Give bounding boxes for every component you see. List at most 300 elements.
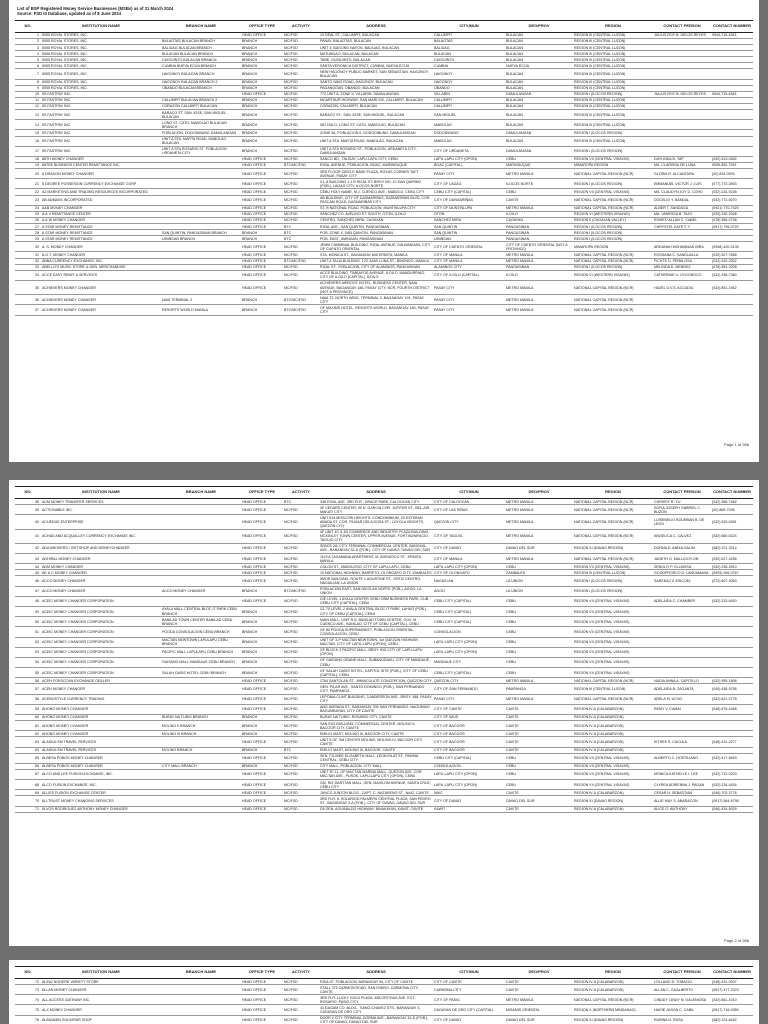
col-branch-name: MOLINO BRANCH bbox=[161, 747, 241, 753]
col-activity: MC/FXD bbox=[283, 647, 319, 657]
col-region: REGION III (CENTRAL LUZON) bbox=[573, 120, 653, 130]
col-deo-prov: CEBU bbox=[505, 156, 573, 162]
col-no: 7 bbox=[15, 69, 41, 79]
col-activity: MC/FXD bbox=[283, 270, 319, 280]
col-contact-person: ADELAIDA B. ZAGANTA bbox=[653, 684, 711, 694]
col-contact-number: (045) 436-9756 bbox=[711, 684, 753, 694]
col-contact-number bbox=[711, 668, 753, 678]
col-address: GF 80 POODA SUPERMARKET, POBLACION ORIENTAL, CONSOLACION, CEBU bbox=[319, 627, 433, 637]
col-activity: BTC/MC/FXD bbox=[283, 295, 319, 305]
col-region: REGION IV-A (CALABARZON) bbox=[573, 721, 653, 731]
col-branch-name bbox=[161, 737, 241, 747]
col-office-type: HEAD OFFICE bbox=[241, 169, 283, 179]
col-city-mun: CONSOLACION bbox=[433, 763, 505, 769]
col-region: REGION IV-A (CALABARZON) bbox=[573, 714, 653, 720]
col-deo-prov: CAVITE bbox=[505, 747, 573, 753]
col-contact-person: CESAR N. SEBASTIAN bbox=[653, 790, 711, 796]
col-activity: MC/FXD bbox=[283, 169, 319, 179]
col-office-type: BRANCH bbox=[241, 45, 283, 51]
col-city-mun: BALAGTAS bbox=[433, 38, 505, 44]
col-no: 48 bbox=[15, 596, 41, 606]
col-city-mun: SAN QUINTIN bbox=[433, 230, 505, 236]
col-branch-name: POBLACION, DODODIBUNG DAMULANGAN bbox=[161, 130, 241, 136]
table-row bbox=[15, 985, 753, 995]
col-activity: MC/FXD bbox=[283, 156, 319, 162]
column-header-office-type: OFFICE TYPE bbox=[241, 967, 283, 979]
col-institution-name: ACHIEVERS MONEY CHANGER bbox=[41, 280, 161, 294]
col-region: NATIONAL CAPITAL REGION (NCR) bbox=[573, 995, 653, 1005]
col-contact-person: FICHTE D. PEÑALOSA bbox=[653, 258, 711, 264]
table-row bbox=[15, 179, 753, 189]
col-deo-prov: METRO MANILA bbox=[505, 252, 573, 258]
col-city-mun: ALAMINOS CITY bbox=[433, 264, 505, 270]
col-institution-name: ABBA CURRENCY EXCHANGE, INC. bbox=[41, 258, 161, 264]
col-contact-number bbox=[711, 721, 753, 731]
col-deo-prov: METRO MANILA bbox=[505, 505, 573, 515]
col-activity: BTC bbox=[283, 224, 319, 230]
col-institution-name: 5S FASTPAY INC. bbox=[41, 136, 161, 146]
col-contact-number bbox=[711, 305, 753, 315]
table-row bbox=[15, 606, 753, 616]
column-header-address: ADDRESS bbox=[319, 20, 433, 32]
col-region: REGION VII (CENTRAL VISAYAS) bbox=[573, 617, 653, 627]
col-institution-name: 5055 ROYAL STORES, INC. bbox=[41, 79, 161, 85]
col-activity: MC/FXD bbox=[283, 763, 319, 769]
col-region: REGION II (CAGAYAN VALLEY) bbox=[573, 217, 653, 223]
col-contact-person: ROMEO ALLAN C. CABEL bbox=[653, 217, 711, 223]
col-city-mun: OBANDO bbox=[433, 85, 505, 91]
col-office-type: HEAD OFFICE bbox=[241, 224, 283, 230]
col-institution-name: A. S. MONEY CHANGER bbox=[41, 242, 161, 252]
col-region: REGION IV-A (CALABARZON) bbox=[573, 737, 653, 747]
col-address: CITY MALL, POBLACION, CITY MALL bbox=[319, 763, 433, 769]
col-deo-prov: METRO MANILA bbox=[505, 554, 573, 564]
col-institution-name: ALASKA-SM TRAVEL SERVICES bbox=[41, 747, 161, 753]
col-activity: MC/FXD bbox=[283, 217, 319, 223]
col-office-type: HEAD OFFICE bbox=[241, 576, 283, 586]
col-deo-prov: DAMULANGAN bbox=[505, 91, 573, 97]
col-city-mun: CITY OF SAN FERNANDO bbox=[433, 684, 505, 694]
col-office-type: HEAD OFFICE bbox=[241, 217, 283, 223]
col-office-type: HEAD OFFICE bbox=[241, 505, 283, 515]
document-page-1 bbox=[9, 0, 759, 462]
col-activity: MC/FXD bbox=[283, 596, 319, 606]
col-address: RIZAL ST., POBLACION, CITY OF ALAMINOS, PANGASINAN bbox=[319, 264, 433, 270]
col-region: NATIONAL CAPITAL REGION (NCR) bbox=[573, 529, 653, 543]
col-deo-prov: METRO MANILA bbox=[505, 515, 573, 529]
col-city-mun: UMINGAN bbox=[433, 236, 505, 242]
col-contact-person: ZENOLIY P. ELLMOSA bbox=[653, 564, 711, 570]
col-deo-prov: ZAMBALES bbox=[505, 570, 573, 576]
col-city-mun: CAGAYAN DE ORO CITY (CAPITAL) bbox=[433, 1005, 505, 1015]
col-branch-name bbox=[161, 796, 241, 806]
col-address: GL-70 LEVEL 2 AYALA CENTRAL BLOC IT PARK, LAHUG (POB.), CITY OF CEBU (CAPITAL), CEBU bbox=[319, 606, 433, 616]
col-no: 52 bbox=[15, 637, 41, 647]
col-contact-number bbox=[711, 657, 753, 667]
col-region: REGION VII (CENTRAL VISAYAS) bbox=[573, 780, 653, 790]
col-contact-number: 0905-592-7292 bbox=[711, 162, 753, 168]
col-address: 41 DAGAM CO. BLDG., TIANO-CHAVEZ STS., BARANGAY 3, CAGAYAN DE ORO CITY bbox=[319, 1005, 433, 1015]
col-address: PAGANGGAN, OBANDO, BULACAN bbox=[319, 85, 433, 91]
col-address: JUNCO JUNTON BLDG., CAPT. C. NAZARENO ST., NAIC, CAVITE bbox=[319, 790, 433, 796]
document-page-3 bbox=[9, 960, 759, 1024]
col-deo-prov: DAVAO DEL SUR bbox=[505, 1015, 573, 1024]
col-contact-number: (0917) 584-6798 bbox=[711, 796, 753, 806]
col-branch-name bbox=[161, 195, 241, 205]
col-activity: MC/FXD bbox=[283, 97, 319, 103]
col-office-type: HEAD OFFICE bbox=[241, 179, 283, 189]
col-deo-prov: CAVITE bbox=[505, 806, 573, 812]
col-contact-person: CINDDY CINDY N. GALENIOSA bbox=[653, 995, 711, 1005]
col-deo-prov: BULACAN bbox=[505, 38, 573, 44]
col-branch-name bbox=[161, 505, 241, 515]
table-row bbox=[15, 515, 753, 529]
col-no: 37 bbox=[15, 305, 41, 315]
col-contact-person bbox=[653, 69, 711, 79]
col-activity: BTC bbox=[283, 747, 319, 753]
col-contact-person: ALICE G. ANTHONY bbox=[653, 806, 711, 812]
column-header-city-mun: CITY/MUN bbox=[433, 967, 505, 979]
col-no: 4 bbox=[15, 51, 41, 57]
col-activity: MC/FXD bbox=[283, 678, 319, 684]
col-region: REGION IV-A (CALABARZON) bbox=[573, 704, 653, 714]
col-no: 64 bbox=[15, 747, 41, 753]
col-deo-prov: CEBU bbox=[505, 627, 573, 637]
col-contact-number: (033) 330-2048 bbox=[711, 211, 753, 217]
table-row bbox=[15, 554, 753, 564]
col-region: REGION III (CENTRAL LUZON) bbox=[573, 110, 653, 120]
col-branch-name bbox=[161, 769, 241, 779]
col-no: 74 bbox=[15, 995, 41, 1005]
col-no: 9 bbox=[15, 85, 41, 91]
col-region: REGION III (CENTRAL LUZON) bbox=[573, 51, 653, 57]
col-address: 2784 SANTOLAN ST., IMMACULATE CONCEPCION, QUEZON CITY bbox=[320, 678, 432, 683]
col-deo-prov: BULACAN bbox=[505, 103, 573, 109]
col-office-type: BRANCH bbox=[241, 85, 283, 91]
col-region: MIMAROPA REGION bbox=[573, 242, 653, 252]
col-contact-number: (032) 238-3910 bbox=[711, 564, 753, 570]
col-no: 30 bbox=[15, 242, 41, 252]
col-activity: MC/FXD bbox=[283, 91, 319, 97]
col-no: 22 bbox=[15, 189, 41, 195]
col-institution-name: ALVOS RODRIGUEZ ANTHONY MONEY CHANGER bbox=[41, 806, 161, 812]
col-contact-person: KITHEE S. CACULA bbox=[653, 737, 711, 747]
column-header-region: REGION bbox=[573, 20, 653, 32]
col-activity: MC/FXD bbox=[283, 130, 319, 136]
col-activity: MC/FXD bbox=[283, 684, 319, 694]
column-header-branch-name: BRANCH NAME bbox=[161, 967, 241, 979]
table-row bbox=[15, 995, 753, 1005]
col-branch-name: UNIT A STA. MARTA ROAD, MABOLAO BULACAN bbox=[161, 136, 241, 146]
col-deo-prov: BULACAN bbox=[505, 69, 573, 79]
col-deo-prov: BULACAN bbox=[505, 120, 573, 130]
col-address: ACCE BUILDING, TIMBAYOG AVENUE, ILOILO, MANDURRIAO, CITY OF ILOILO (CAPITAL), ILOILO bbox=[319, 270, 433, 280]
col-contact-person bbox=[653, 637, 711, 647]
col-institution-name: A2 MARKETING AND TRADING RESOURCES INCORPORATED bbox=[41, 189, 161, 195]
col-city-mun: SAN QUINTIN bbox=[433, 224, 505, 230]
col-contact-person: GLORIA R. ALCANTARA bbox=[653, 169, 711, 179]
col-branch-name: MACTAN NEWTOWN LAPULAPU CEBU BRANCH bbox=[161, 637, 241, 647]
column-header-contact-number: CONTACT NUMBER bbox=[711, 967, 753, 979]
col-office-type: BRANCH bbox=[241, 714, 283, 720]
col-address: MATUNGAO, BULACAN, BULACAN bbox=[319, 51, 433, 57]
col-office-type: HEAD OFFICE bbox=[241, 252, 283, 258]
col-activity: MC/FXD bbox=[283, 103, 319, 109]
col-institution-name: 5055 ROYAL STORES, INC. bbox=[41, 38, 161, 44]
col-address: STA. MONICA ST., BAGANGAY 605 ERMITA, MANILA bbox=[319, 252, 433, 258]
col-office-type: BRANCH bbox=[241, 721, 283, 731]
column-header-institution-name: INSTITUTION NAME bbox=[41, 487, 161, 499]
col-city-mun: HAGONOY bbox=[433, 79, 505, 85]
col-institution-name: AE & C MONEY CHANGER bbox=[41, 570, 161, 576]
col-city-mun: SAN MIGUEL bbox=[433, 110, 505, 120]
col-region: REGION I (ILOCOS REGION) bbox=[573, 576, 653, 586]
col-no: 40 bbox=[15, 515, 41, 529]
col-address: COLON ST., MABOLOSO, CITY OF LAPU-LAPU, CEBU bbox=[319, 564, 433, 570]
col-institution-name: 5055 ROYAL STORES, INC. bbox=[41, 85, 161, 91]
col-institution-name: ADM MONEY CHANGER bbox=[41, 564, 161, 570]
col-contact-person bbox=[653, 668, 711, 678]
col-activity: MC/FXD bbox=[283, 79, 319, 85]
col-region: REGION VII (CENTRAL VISAYAS) bbox=[573, 596, 653, 606]
column-header-address: ADDRESS bbox=[319, 487, 433, 499]
col-region: REGION I (ILOCOS REGION) bbox=[573, 224, 653, 230]
col-activity: MC/FXD bbox=[283, 985, 319, 995]
col-office-type: HEAD OFFICE bbox=[241, 258, 283, 264]
col-office-type: BRANCH bbox=[241, 110, 283, 120]
col-activity: MC/FXD bbox=[283, 189, 319, 195]
col-city-mun: CEBU CITY (CAPITAL) bbox=[433, 606, 505, 616]
col-deo-prov: CAVITE bbox=[505, 790, 573, 796]
msb-table bbox=[15, 486, 753, 813]
column-header-branch-name: BRANCH NAME bbox=[161, 487, 241, 499]
col-deo-prov: LA UNION bbox=[505, 576, 573, 586]
table-row bbox=[15, 270, 753, 280]
col-office-type: HEAD OFFICE bbox=[241, 32, 283, 38]
col-branch-name: HAGONOY BULACAN BRANCH 2 bbox=[161, 79, 241, 85]
col-no: 57 bbox=[15, 684, 41, 694]
col-office-type: BRANCH bbox=[241, 236, 283, 242]
col-address: 772 UNIT A, ZONE II, VILLARIN, DAMULANGAN bbox=[319, 91, 433, 97]
col-activity: BTC bbox=[283, 499, 319, 505]
col-institution-name: 5S FASTPAY INC. bbox=[41, 110, 161, 120]
col-institution-name: ADA BROKERS / GIFTSHOP AND MONEYCHANGER bbox=[41, 543, 161, 553]
col-institution-name: A & V REMITTANCE CENTER bbox=[41, 211, 161, 217]
col-institution-name: 5S FASTPAY INC. bbox=[41, 130, 161, 136]
col-branch-name: NAIA TERMINAL 2 bbox=[161, 295, 241, 305]
col-activity: BTC/MC/FXD bbox=[283, 258, 319, 264]
col-no: 58 bbox=[15, 694, 41, 704]
col-activity: MC/FXD bbox=[283, 721, 319, 731]
col-city-mun: CITY OF CALOOCAN bbox=[433, 499, 505, 505]
col-contact-person: CATHERINE U. UYGONGCO bbox=[653, 270, 711, 280]
col-contact-person: ANGELICA C. CALVEZ bbox=[653, 529, 711, 543]
col-institution-name: AHONG MONEY CHANGER bbox=[41, 714, 161, 720]
col-activity: MC/FXD bbox=[283, 1005, 319, 1015]
col-institution-name: ACCO MONEY CHANGER bbox=[41, 576, 161, 586]
col-office-type: HEAD OFFICE bbox=[241, 270, 283, 280]
col-institution-name: A STAR MONEY REMITTANCE bbox=[41, 230, 161, 236]
col-deo-prov: METRO MANILA bbox=[505, 258, 573, 264]
col-deo-prov: BULACAN bbox=[505, 32, 573, 38]
col-office-type: HEAD OFFICE bbox=[241, 790, 283, 796]
col-branch-name: ACCO MONEY CHANGER bbox=[161, 586, 241, 596]
col-no: 25 bbox=[15, 211, 41, 217]
column-header-contact-person: CONTACT PERSON bbox=[653, 967, 711, 979]
col-deo-prov: BULACAN bbox=[505, 51, 573, 57]
col-office-type: BRANCH bbox=[241, 69, 283, 79]
col-office-type: HEAD OFFICE bbox=[241, 985, 283, 995]
col-contact-number bbox=[711, 110, 753, 120]
col-address: ACHIEVERS AIRDOOT HOTEL, BUSINESS CENTER, NAIA AVENUE, BAGANGAY 188, PASAY CITY, NCR, FOURTH DISTRICT (NOT A PROVINCE) bbox=[319, 280, 433, 294]
col-no: 68 bbox=[15, 780, 41, 790]
col-office-type: BRANCH bbox=[241, 79, 283, 85]
col-contact-number: (046) 431-0037 bbox=[711, 979, 753, 985]
col-deo-prov: CEBU bbox=[505, 769, 573, 779]
table-row bbox=[15, 146, 753, 156]
column-header-deo-prov: DEO/PROV bbox=[505, 20, 573, 32]
col-address: CEBU HOLY NAME, M.J. CUENCO AVE., MABOLO, CEBU CITY bbox=[319, 189, 433, 195]
col-institution-name: 5S FASTPAY INC. bbox=[41, 146, 161, 156]
col-city-mun: CITY OF IMUS bbox=[433, 714, 505, 720]
col-activity: MC/FXD bbox=[283, 280, 319, 294]
col-address: GF GAISANO GRAND MALL, SUBANGDAKU, CITY OF MANDAUE, CEBU bbox=[319, 657, 433, 667]
col-activity: MC/FXD bbox=[283, 529, 319, 543]
col-contact-person: MA. VANESSA B. TAJO bbox=[653, 211, 711, 217]
col-no: 16 bbox=[15, 136, 41, 146]
table-row bbox=[15, 684, 753, 694]
col-institution-name: 5055 ROYAL STORES, INC. bbox=[41, 69, 161, 79]
col-contact-number: (0917) 716-0350 bbox=[711, 1005, 753, 1015]
col-office-type: HEAD OFFICE bbox=[241, 264, 283, 270]
col-activity: MC/FXD bbox=[283, 737, 319, 747]
col-no: 47 bbox=[15, 586, 41, 596]
table-row bbox=[15, 529, 753, 543]
col-activity: MC/FXD bbox=[283, 564, 319, 570]
col-office-type: BRANCH bbox=[241, 747, 283, 753]
col-deo-prov: METRO MANILA bbox=[505, 169, 573, 179]
col-contact-number bbox=[711, 586, 753, 596]
col-branch-name: UNIT A STA ROSARIO ST. POBLACION URDANETA CITY bbox=[161, 146, 241, 156]
col-institution-name: ACEIC MONEY CHANGER CORPORATION bbox=[41, 627, 161, 637]
col-city-mun: CITY OF PASIG bbox=[433, 995, 505, 1005]
col-office-type: HEAD OFFICE bbox=[241, 156, 283, 162]
col-deo-prov: CITY OF CUENTO ORIENTAL (NOT A PROVINCE) bbox=[505, 242, 573, 252]
col-no: 62 bbox=[15, 731, 41, 737]
col-office-type: BRANCH bbox=[241, 103, 283, 109]
col-no: 18 bbox=[15, 156, 41, 162]
col-branch-name bbox=[161, 985, 241, 995]
column-header-activity: ACTIVITY bbox=[283, 20, 319, 32]
col-contact-person: LOLLANO D. TOBACIO bbox=[653, 979, 711, 985]
col-region: REGION VII (CENTRAL VISAYAS) bbox=[573, 657, 653, 667]
column-header-contact-person: CONTACT PERSON bbox=[653, 487, 711, 499]
col-region: REGION I (ILOCOS REGION) bbox=[573, 230, 653, 236]
col-contact-number bbox=[711, 606, 753, 616]
col-office-type: BRANCH bbox=[241, 57, 283, 63]
col-deo-prov: MISAMIS ORIENTAL bbox=[505, 1005, 573, 1015]
col-city-mun: CEBU CITY (CAPITAL) bbox=[433, 189, 505, 195]
col-deo-prov: NUEVA ECIJA bbox=[505, 63, 573, 69]
col-branch-name: HAGONOY BULACAN BRANCH bbox=[161, 69, 241, 79]
col-branch-name: CUMBIA NUEVA ECIJA BRANCH bbox=[161, 63, 241, 69]
col-activity: MC/FXD bbox=[283, 505, 319, 515]
col-contact-number: (032) 417-8453 bbox=[711, 753, 753, 763]
col-office-type: HEAD OFFICE bbox=[241, 195, 283, 205]
col-activity: BTC bbox=[283, 236, 319, 242]
col-activity: MC/FXD bbox=[283, 264, 319, 270]
col-no: 6 bbox=[15, 63, 41, 69]
col-institution-name: 5055 ROYAL STORES, INC. bbox=[41, 45, 161, 51]
col-branch-name bbox=[161, 684, 241, 694]
col-city-mun: AGOO bbox=[433, 586, 505, 596]
col-address: 10 DEAL ST., CALUMPIT, BULACAN bbox=[319, 32, 433, 38]
col-address: UNIT 514 MOSCOW HEIGHTS, CONDOMINIUM, 20 ESTEBAN ABADA ST. COR. FILMAR DELA DOSA ST., LOYOLA HEIGHTS, QUEZON CITY bbox=[319, 515, 433, 529]
col-region: REGION I (ILOCOS REGION) bbox=[573, 146, 653, 156]
col-office-type: HEAD OFFICE bbox=[241, 564, 283, 570]
col-no: 12 bbox=[15, 103, 41, 109]
col-city-mun: CALUMPIT bbox=[433, 97, 505, 103]
column-header-deo-prov: DEO/PROV bbox=[505, 487, 573, 499]
col-address: 4F CEDARS CENTER, 90 N. GARCIA COR. JUPITER ST., BEL-AIR, MAKATI CITY bbox=[319, 505, 433, 515]
col-contact-person: GOODPROSCO D. LANDAMANA bbox=[653, 570, 711, 576]
col-contact-number: (032) 660-6324 bbox=[711, 529, 753, 543]
col-deo-prov: CEBU bbox=[505, 617, 573, 627]
col-region: REGION III (CENTRAL LUZON) bbox=[573, 684, 653, 694]
col-institution-name: ALBIZAMIN SOUVENIR SHOP bbox=[41, 1015, 161, 1024]
col-office-type: BRANCH bbox=[241, 731, 283, 737]
col-city-mun: CEBU CITY (CAPITAL) bbox=[433, 753, 505, 763]
col-city-mun: MABOLAO bbox=[433, 120, 505, 130]
col-region: REGION IV-A (CALABARZON) bbox=[573, 747, 653, 753]
col-contact-number bbox=[711, 295, 753, 305]
col-contact-number bbox=[711, 627, 753, 637]
column-header-region: REGION bbox=[573, 967, 653, 979]
col-region: REGION VI (WESTERN VISAYAS) bbox=[573, 211, 653, 217]
col-region: REGION III (CENTRAL LUZON) bbox=[573, 570, 653, 576]
col-no: 31 bbox=[15, 252, 41, 258]
col-institution-name: ALX MONEY CHANGER bbox=[41, 1005, 161, 1015]
col-address: UNIT A STA ROSARIO ST., POBLACION, URDANETA CITY, DAMULANGAN bbox=[319, 146, 433, 156]
col-office-type: BRANCH bbox=[241, 230, 283, 236]
col-no: 23 bbox=[15, 195, 41, 205]
col-contact-number: (046) 875-4268 bbox=[711, 704, 753, 714]
col-deo-prov: METRO MANILA bbox=[505, 499, 573, 505]
col-address: JEMM CAMMINAL BUILDING, RIZAL AVENUE, DALWANGAN, CITY OF CUENTO ORIENTAL bbox=[319, 242, 433, 252]
col-deo-prov: CEBU bbox=[505, 780, 573, 790]
col-city-mun: QUEZON CITY bbox=[433, 678, 505, 684]
col-activity: BTC/MC/FXD bbox=[283, 586, 319, 596]
col-contact-person bbox=[653, 110, 711, 120]
col-institution-name: ALLAN MONEY CHANGER bbox=[41, 985, 161, 995]
col-region: NATIONAL CAPITAL REGION (NCR) bbox=[573, 195, 653, 205]
col-office-type: HEAD OFFICE bbox=[241, 189, 283, 195]
col-city-mun: PASAY CITY bbox=[433, 694, 505, 704]
col-contact-number: (032) 772-5070 bbox=[711, 195, 753, 205]
col-activity: BTC bbox=[283, 230, 319, 236]
col-region: NATIONAL CAPITAL REGION (NCR) bbox=[573, 205, 653, 211]
col-city-mun: PASAY CITY bbox=[433, 169, 505, 179]
col-city-mun: CITY OF BACOOR bbox=[433, 721, 505, 731]
col-contact-number: (033) 851-1952 bbox=[711, 280, 753, 294]
col-activity: MC/FXD bbox=[283, 211, 319, 217]
table-row bbox=[15, 627, 753, 637]
col-city-mun: CONSOLACION bbox=[433, 627, 505, 637]
col-address: RIZAL AVENUE, POBLACION, BOAC, MARINDUQUE bbox=[319, 162, 433, 168]
col-address: 3RD FLOOR CIRCLE BANK PLAZA, ROXAS CORNER TAFT AVENUE, PASAY CITY bbox=[319, 169, 433, 179]
col-city-mun: CITY OF DASMARIÑAS bbox=[433, 195, 505, 205]
col-region: REGION VI (WESTERN VISAYAS) bbox=[573, 270, 653, 280]
